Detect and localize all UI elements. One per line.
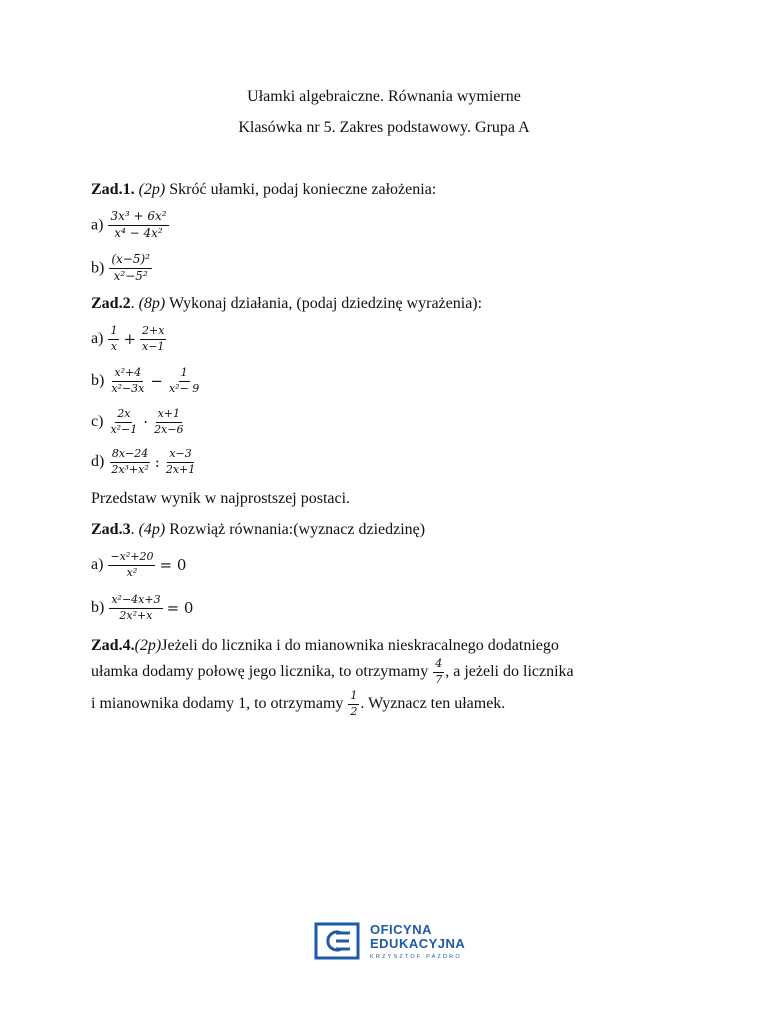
fraction	[108, 551, 155, 579]
numerator: 4	[433, 658, 444, 673]
task1-text: Skróć ułamki, podaj konieczne założenia:	[169, 181, 437, 198]
fraction	[109, 448, 150, 476]
denominator: 2x²+x	[119, 608, 153, 622]
task3-label: Zad.3	[91, 521, 131, 538]
fraction	[152, 408, 185, 436]
numerator: 2x	[115, 408, 132, 423]
task2-heading	[91, 295, 482, 313]
fraction	[348, 690, 359, 718]
task2-item-b	[91, 367, 202, 395]
fraction	[109, 594, 162, 622]
task4-line3	[91, 690, 505, 718]
task2-points: (8p)	[138, 295, 166, 312]
task4-line1	[91, 637, 559, 655]
item-label: b)	[91, 259, 105, 277]
numerator: x−3	[167, 448, 193, 463]
task4-text-line2-end: , a jeżeli do licznika	[445, 663, 574, 681]
numerator: 1	[179, 367, 190, 382]
task4-line2	[91, 658, 574, 686]
fraction	[109, 367, 146, 395]
logo-line1: OFICYNA	[370, 921, 432, 937]
task3-heading	[91, 521, 425, 539]
task2-text: Wykonaj działania, (podaj dziedzinę wyrażenia):	[168, 295, 483, 312]
operator: ·	[143, 413, 149, 432]
task1-item-a	[91, 210, 170, 241]
logo-line3: KRZYSZTOF PAZDRO	[370, 953, 462, 960]
item-label: b)	[91, 599, 105, 617]
denominator: x²−5²	[113, 268, 148, 283]
task1-points: (2p)	[138, 181, 166, 198]
item-label: b)	[91, 372, 105, 390]
task4-text-line3-end: . Wyznacz ten ułamek.	[360, 695, 506, 713]
denominator: 2x+1	[165, 462, 196, 476]
operator: +	[123, 330, 137, 349]
logo-line2: EDUKACYJNA	[370, 935, 466, 951]
task1-heading	[91, 181, 436, 199]
numerator: 1	[348, 690, 359, 705]
numerator: 1	[108, 325, 119, 340]
denominator: 2	[350, 704, 358, 718]
task4-text-line2: ułamka dodamy połowę jego licznika, to otrzymamy	[91, 663, 429, 681]
item-label: c)	[91, 413, 104, 431]
task2-item-c	[91, 408, 186, 436]
task1-label: Zad.1.	[91, 181, 135, 198]
fraction	[433, 658, 444, 686]
numerator: (x−5)²	[109, 253, 152, 269]
task2-item-a	[91, 325, 167, 353]
numerator: x+1	[156, 408, 182, 423]
task4-points: (2p)	[134, 637, 162, 654]
item-label: a)	[91, 216, 104, 234]
numerator: 2+x	[140, 325, 166, 340]
denominator: x	[110, 339, 118, 353]
fraction	[108, 325, 119, 353]
task2-dot: .	[130, 295, 135, 312]
task3-dot: .	[130, 521, 135, 538]
numerator: 3x³ + 6x²	[108, 210, 168, 226]
item-label: d)	[91, 453, 105, 471]
page-title: Ułamki algebraiczne. Równania wymierne	[247, 88, 521, 105]
task4-label: Zad.4.	[91, 637, 135, 654]
task1-item-b	[91, 253, 153, 284]
fraction	[167, 367, 201, 395]
denominator: x²− 9	[168, 381, 200, 395]
denominator: x²	[126, 565, 138, 579]
numerator: 8x−24	[110, 448, 150, 463]
oe-logo-icon	[314, 922, 360, 960]
task2-label: Zad.2	[91, 295, 131, 312]
denominator: 2x³+x²	[111, 462, 149, 476]
task3-points: (4p)	[138, 521, 166, 538]
task4-text-line1: Jeżeli do licznika i do mianownika nieskracalnego dodatniego	[161, 637, 559, 654]
task4-text-line3: i mianownika dodamy 1, to otrzymamy	[91, 695, 344, 713]
numerator: x²−4x+3	[109, 594, 162, 609]
publisher-logo	[314, 922, 465, 960]
task3-text: Rozwiąż równania:(wyznacz dziedzinę)	[169, 521, 426, 538]
denominator: 7	[435, 672, 443, 686]
task3-item-a	[91, 551, 189, 579]
denominator: x²−3x	[111, 381, 145, 395]
fraction	[140, 325, 166, 353]
numerator: −x²+20	[108, 551, 155, 566]
page-subtitle: Klasówka nr 5. Zakres podstawowy. Grupa A	[238, 119, 530, 136]
numerator: x²+4	[112, 367, 143, 382]
equation-rhs: = 0	[159, 556, 187, 575]
denominator: x⁴ − 4x²	[114, 225, 163, 240]
denominator: 2x−6	[154, 422, 184, 436]
fraction	[109, 253, 152, 284]
task2-footer: Przedstaw wynik w najprostszej postaci.	[91, 490, 351, 507]
fraction	[164, 448, 197, 476]
operator: −	[150, 372, 163, 391]
task2-item-d	[91, 448, 198, 476]
task3-item-b	[91, 594, 196, 622]
equation-rhs: = 0	[166, 599, 194, 618]
item-label: a)	[91, 330, 104, 348]
fraction	[108, 408, 139, 436]
logo-text	[370, 923, 465, 960]
denominator: x−1	[142, 339, 165, 353]
denominator: x²−1	[110, 422, 138, 436]
operator: :	[154, 453, 160, 472]
item-label: a)	[91, 556, 104, 574]
fraction	[108, 210, 168, 241]
